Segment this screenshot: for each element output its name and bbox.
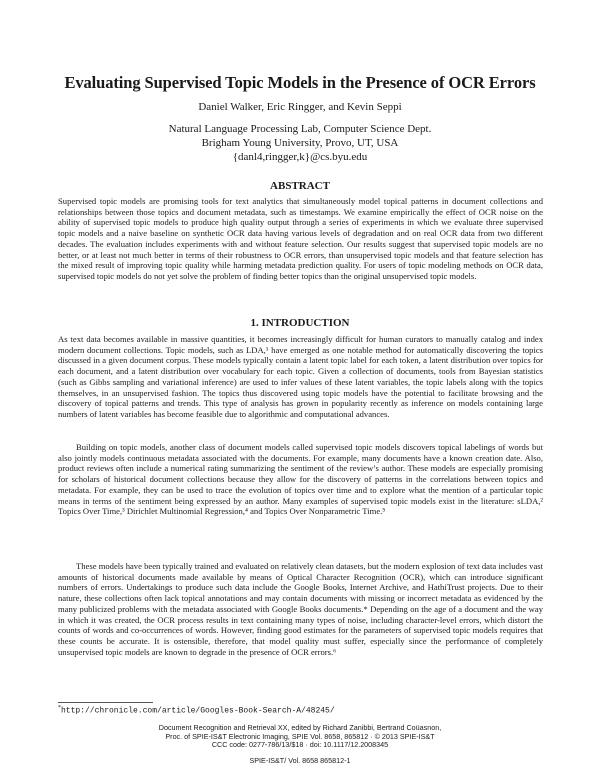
footnote-divider [58, 702, 153, 703]
affiliation-emails: {danl4,ringger,k}@cs.byu.edu [232, 151, 368, 163]
abstract-text: Supervised topic models are promising tools for text analytics that simultaneously model topical patterns in document collections and relationships between those topics and document metadata, such as timestamps. We examine empirically the effect of OCR noise on the ability of supervised topic models to produce high quality output through a series of experiments in which we evaluate three supervised topic models and a naive baseline on synthetic OCR data having various levels of degradation and on real OCR data from two different decades. The evaluation includes experiments with and without feature selection. Our results suggest that supervised topic models are no better, or at least not much better in terms of their robustness to OCR errors, than unsupervised topic models and that feature selection has the mixed result of improving topic quality while harming metadata prediction quality. For users of topic modeling methods on OCR data, supervised topic models do not yet solve the problem of finding better topics than the original unsupervised topic models. [58, 196, 543, 281]
footnote-marker: * [58, 705, 61, 711]
affiliation-university: Brigham Young University, Provo, UT, USA [201, 137, 399, 149]
page-number: SPIE-IS&T/ Vol. 8658 865812-1 [249, 756, 351, 765]
affiliation-block [0, 122, 600, 164]
abstract-heading: ABSTRACT [270, 180, 330, 192]
publication-info [0, 724, 600, 750]
intro-paragraph-1: As text data becomes available in massive quantities, it becomes increasingly difficult for human curators to manually catalog and index modern document collections. Topic models, such as LDA,¹ have emerged as one notable method for automatically discovering the topics discussed in a given document corpus. These models typically contain a latent topic label for each token, a latent distribution over topics for each document, and a latent distribution over vocabulary for each topic. Given a collection of documents, tools from Bayesian statistics (such as Gibbs sampling and variational inference) are used to infer values of these latent variables, the topic labels along with the topics themselves, in an unsupervised fashion. The topics thus discovered using topic models have the potential to facilitate browsing and the discovery of topical patterns and trends. This type of analysis has grown in popularity recently as inference on models containing large numbers of latent variables has become feasible due to algorithmic and computational advances. [58, 334, 543, 419]
intro-paragraph-2: Building on topic models, another class of document models called supervised topic models discovers topical labelings of words but also jointly models continuous metadata associated with the documents. For example, many documents have a known creation date. Also, product reviews often include a numerical rating summarizing the sentiment of the review’s author. These models are especially promising for scholars of historical document collections because they allow for the discovery of patterns in the correlations between topics and metadata. For example, they can be used to trace the evolution of topics over time and to explore what the mention of a particular topic means in terms of the sentiment being expressed by an author. Many examples of supervised topic models exist in the literature: sLDA,² Topics Over Time,³ Dirichlet Multinomial Regression,⁴ and Topics Over Nonparametric Time.⁵ [58, 442, 543, 517]
section-heading-introduction: 1. INTRODUCTION [250, 317, 350, 329]
intro-paragraph-3: These models have been typically trained and evaluated on relatively clean datasets, but the modern explosion of text data includes vast amounts of historical documents made available by means of Optical Character Recognition (OCR), which can introduce significant numbers of errors. Undertakings to produce such data include the Google Books, Internet Archive, and HathiTrust projects. Due to their nature, these collections often lack topical annotations and may contain documents with missing or incorrect metadata as evidenced by the many publicized problems with the metadata associated with Google Books documents.* Depending on the age of a document and the way in which it was created, the OCR process results in text containing many types of noise, including character-level errors, which distort the counts of words and co-occurrences of words. However, finding good estimates for the parameters of supervised topic models requires that these counts be accurate. It is ostensible, therefore, that model quality must suffer, especially since the performance of completely unsupervised topic models are known to degrade in the presence of OCR errors.⁶ [58, 561, 543, 657]
publication-line-2: Proc. of SPIE-IS&T Electronic Imaging, SPIE Vol. 8658, 865812 · © 2013 SPIE-IS&T [165, 731, 435, 741]
footnote [58, 705, 538, 716]
publication-line-3: CCC code: 0277-786/13/$18 · doi: 10.1117/12.2008345 [211, 740, 389, 750]
author-list: Daniel Walker, Eric Ringger, and Kevin Seppi [198, 101, 402, 113]
affiliation-lab: Natural Language Processing Lab, Computer Science Dept. [168, 123, 432, 135]
paper-title: Evaluating Supervised Topic Models in the Presence of OCR Errors [64, 73, 536, 92]
footnote-url: http://chronicle.com/article/Googles-Book-Search-A/48245/ [61, 706, 335, 716]
publication-line-1: Document Recognition and Retrieval XX, edited by Richard Zanibbi, Bertrand Coüasnon, [158, 723, 442, 732]
